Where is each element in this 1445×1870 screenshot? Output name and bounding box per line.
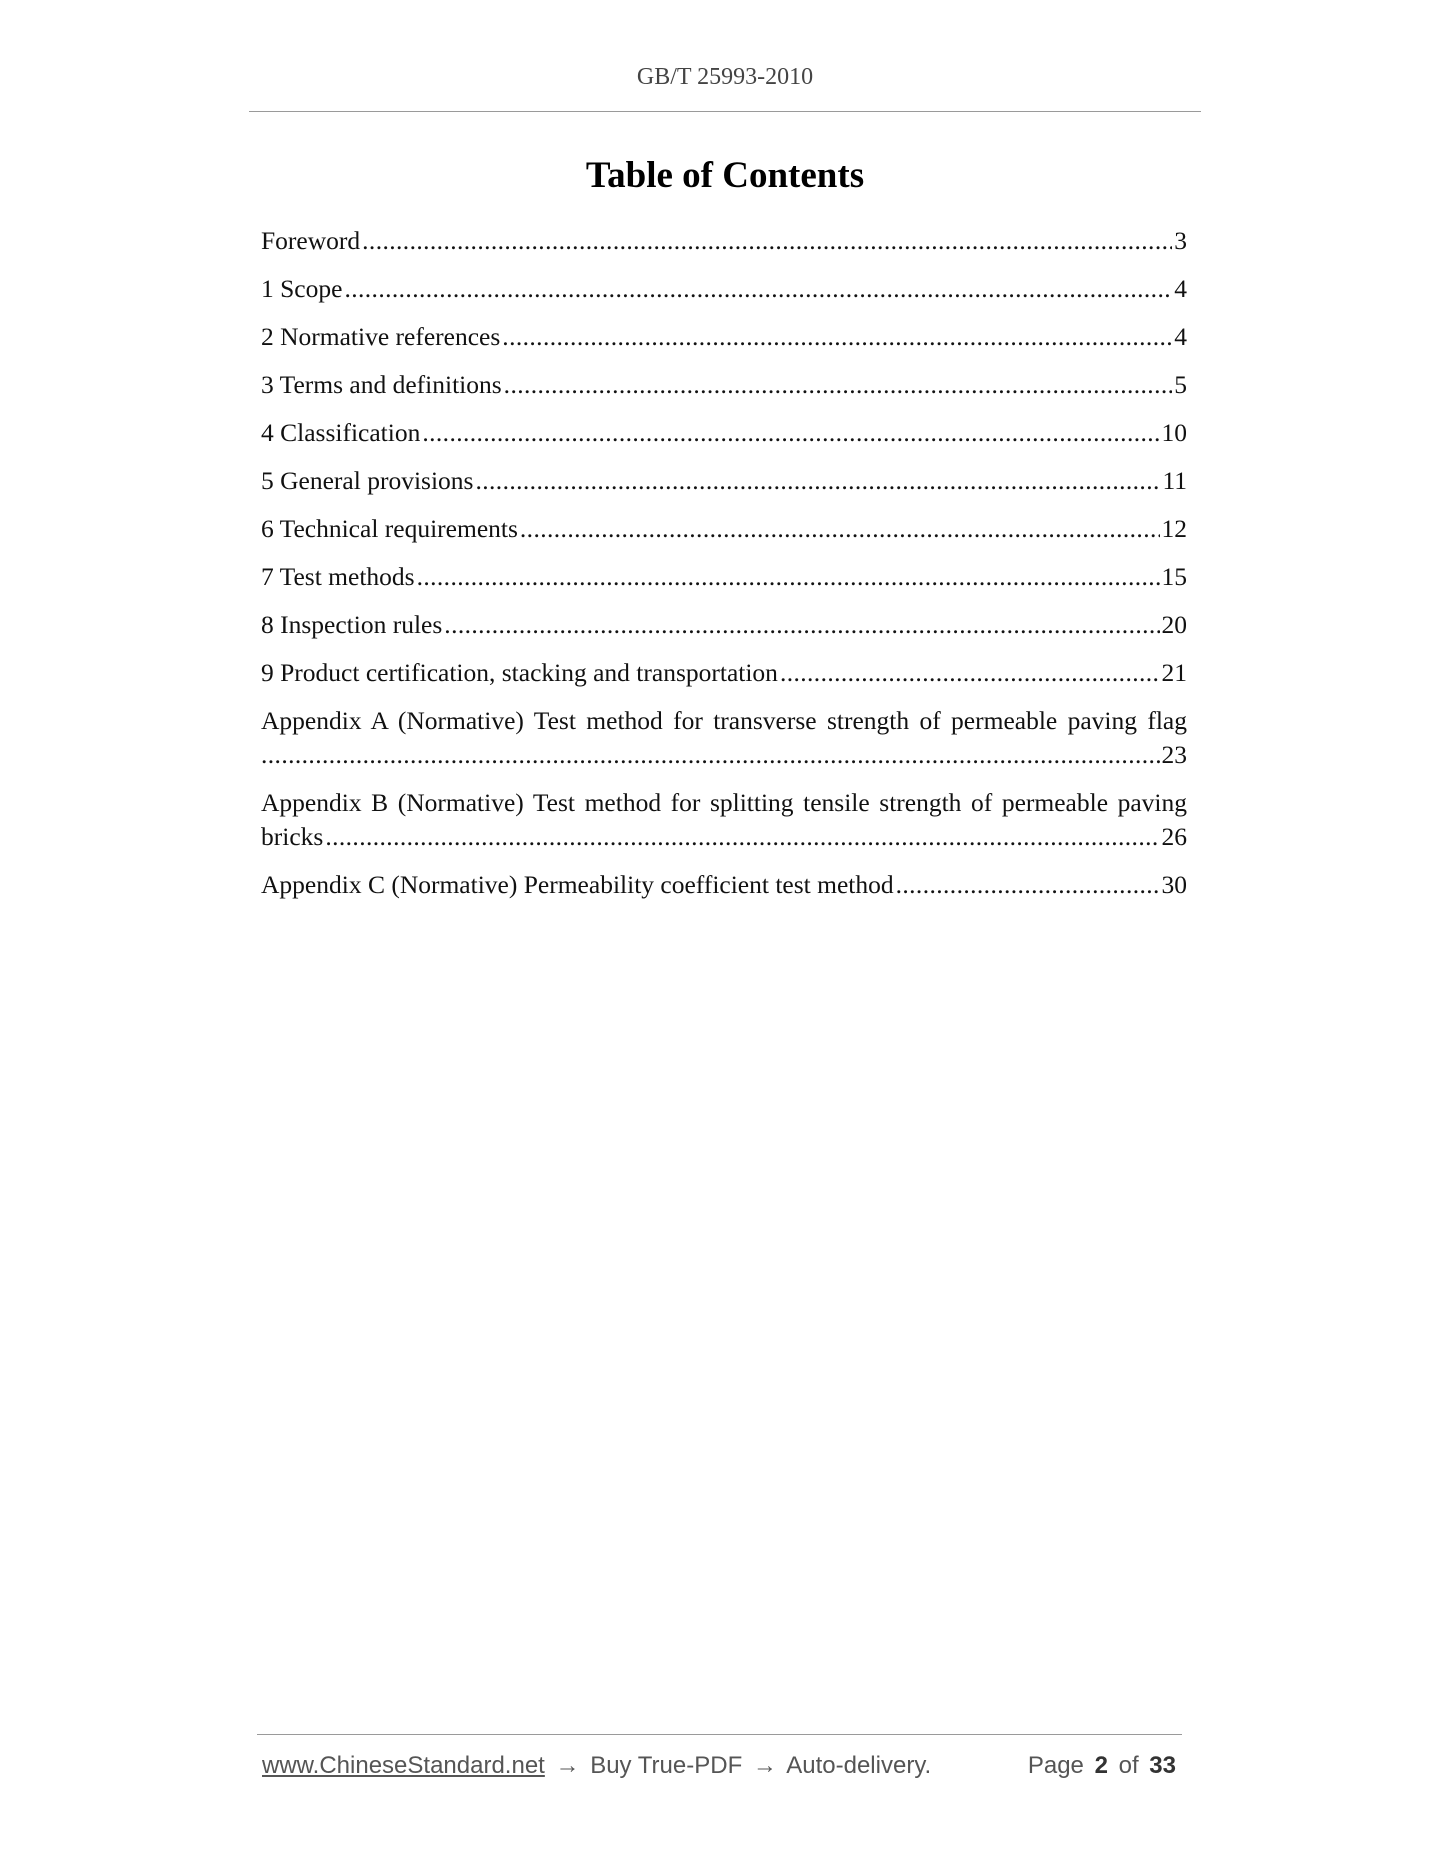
toc-entry-label: 5 General provisions	[261, 466, 474, 495]
toc-entry-label: 8 Inspection rules	[261, 610, 443, 639]
toc-entry-inspection-rules[interactable]	[261, 608, 1187, 642]
document-code-header: GB/T 25993-2010	[636, 64, 814, 90]
toc-title: Table of Contents	[585, 155, 865, 196]
toc-entry-product-certification[interactable]	[261, 656, 1187, 690]
toc-entry-label: 2 Normative references	[261, 322, 501, 351]
toc-page-number: 21	[1161, 658, 1187, 687]
buy-text: Buy True-PDF	[590, 1752, 743, 1779]
toc-entry-appendix-b[interactable]	[261, 786, 1187, 854]
toc-page-number: 4	[1174, 322, 1187, 351]
toc-page-number: 4	[1174, 274, 1187, 303]
dot-leader	[362, 224, 1172, 258]
toc-entry-appendix-c[interactable]	[261, 868, 1187, 902]
page-indicator	[1028, 1752, 1180, 1780]
toc-entry-classification[interactable]	[261, 416, 1187, 450]
toc-entry-technical-requirements[interactable]	[261, 512, 1187, 546]
toc-entry-label: 6 Technical requirements	[261, 514, 518, 543]
dot-leader	[504, 368, 1173, 402]
page-of-word: of	[1118, 1752, 1139, 1779]
header-divider	[249, 111, 1201, 112]
toc-entry-label: 9 Product certification, stacking and transportation	[261, 658, 778, 687]
dot-leader	[780, 656, 1160, 690]
toc-page-number: 10	[1161, 418, 1187, 447]
toc-entry-label: Foreword	[261, 226, 361, 255]
toc-entry-normative-references[interactable]	[261, 320, 1187, 354]
current-page-number: 2	[1094, 1752, 1108, 1779]
toc-entry-label: 7 Test methods	[261, 562, 415, 591]
arrow-right-icon: →	[555, 1752, 580, 1779]
footer-divider	[257, 1734, 1182, 1735]
total-pages-number: 33	[1149, 1752, 1176, 1779]
toc-page-number: 20	[1161, 610, 1187, 639]
dot-leader	[325, 820, 1159, 854]
dot-leader	[344, 272, 1172, 306]
toc-entry-label: 4 Classification	[261, 418, 421, 447]
toc-entry-label: 1 Scope	[261, 274, 343, 303]
toc-page-number: 15	[1161, 562, 1187, 591]
footer-promo	[262, 1752, 931, 1780]
toc-entry-label: 3 Terms and definitions	[261, 370, 502, 399]
toc-entry-terms-definitions[interactable]	[261, 368, 1187, 402]
toc-entry-label: Appendix A (Normative) Test method for transverse strength of permeable paving flag	[261, 706, 1187, 735]
toc-page-number: 12	[1161, 514, 1187, 543]
toc-page-number: 3	[1174, 226, 1187, 255]
site-link[interactable]: www.ChineseStandard.net	[262, 1752, 545, 1779]
toc-entry-foreword[interactable]	[261, 224, 1187, 258]
toc-page-number: 30	[1161, 870, 1187, 899]
dot-leader	[475, 464, 1160, 498]
toc-entry-scope[interactable]	[261, 272, 1187, 306]
toc-entry-appendix-a[interactable]	[261, 704, 1187, 772]
table-of-contents	[261, 224, 1187, 916]
delivery-text: Auto-delivery.	[786, 1752, 932, 1779]
toc-entry-general-provisions[interactable]	[261, 464, 1187, 498]
toc-entry-label: Appendix B (Normative) Test method for splitting tensile strength of permeable paving	[261, 788, 1187, 817]
toc-entry-label-continued: bricks	[261, 822, 324, 851]
page-footer	[262, 1752, 1180, 1780]
dot-leader	[422, 416, 1159, 450]
arrow-right-icon: →	[752, 1752, 777, 1779]
toc-page-number: 5	[1174, 370, 1187, 399]
toc-entry-test-methods[interactable]	[261, 560, 1187, 594]
toc-page-number: 11	[1162, 466, 1187, 495]
page-word: Page	[1027, 1752, 1084, 1779]
toc-page-number: 26	[1161, 822, 1187, 851]
dot-leader	[502, 320, 1172, 354]
dot-leader	[417, 560, 1160, 594]
dot-leader	[444, 608, 1159, 642]
dot-leader	[520, 512, 1160, 546]
toc-entry-label: Appendix C (Normative) Permeability coefficient test method	[261, 870, 894, 899]
toc-page-number: 23	[1161, 740, 1187, 769]
dot-leader	[261, 738, 1160, 772]
dot-leader	[896, 868, 1160, 902]
